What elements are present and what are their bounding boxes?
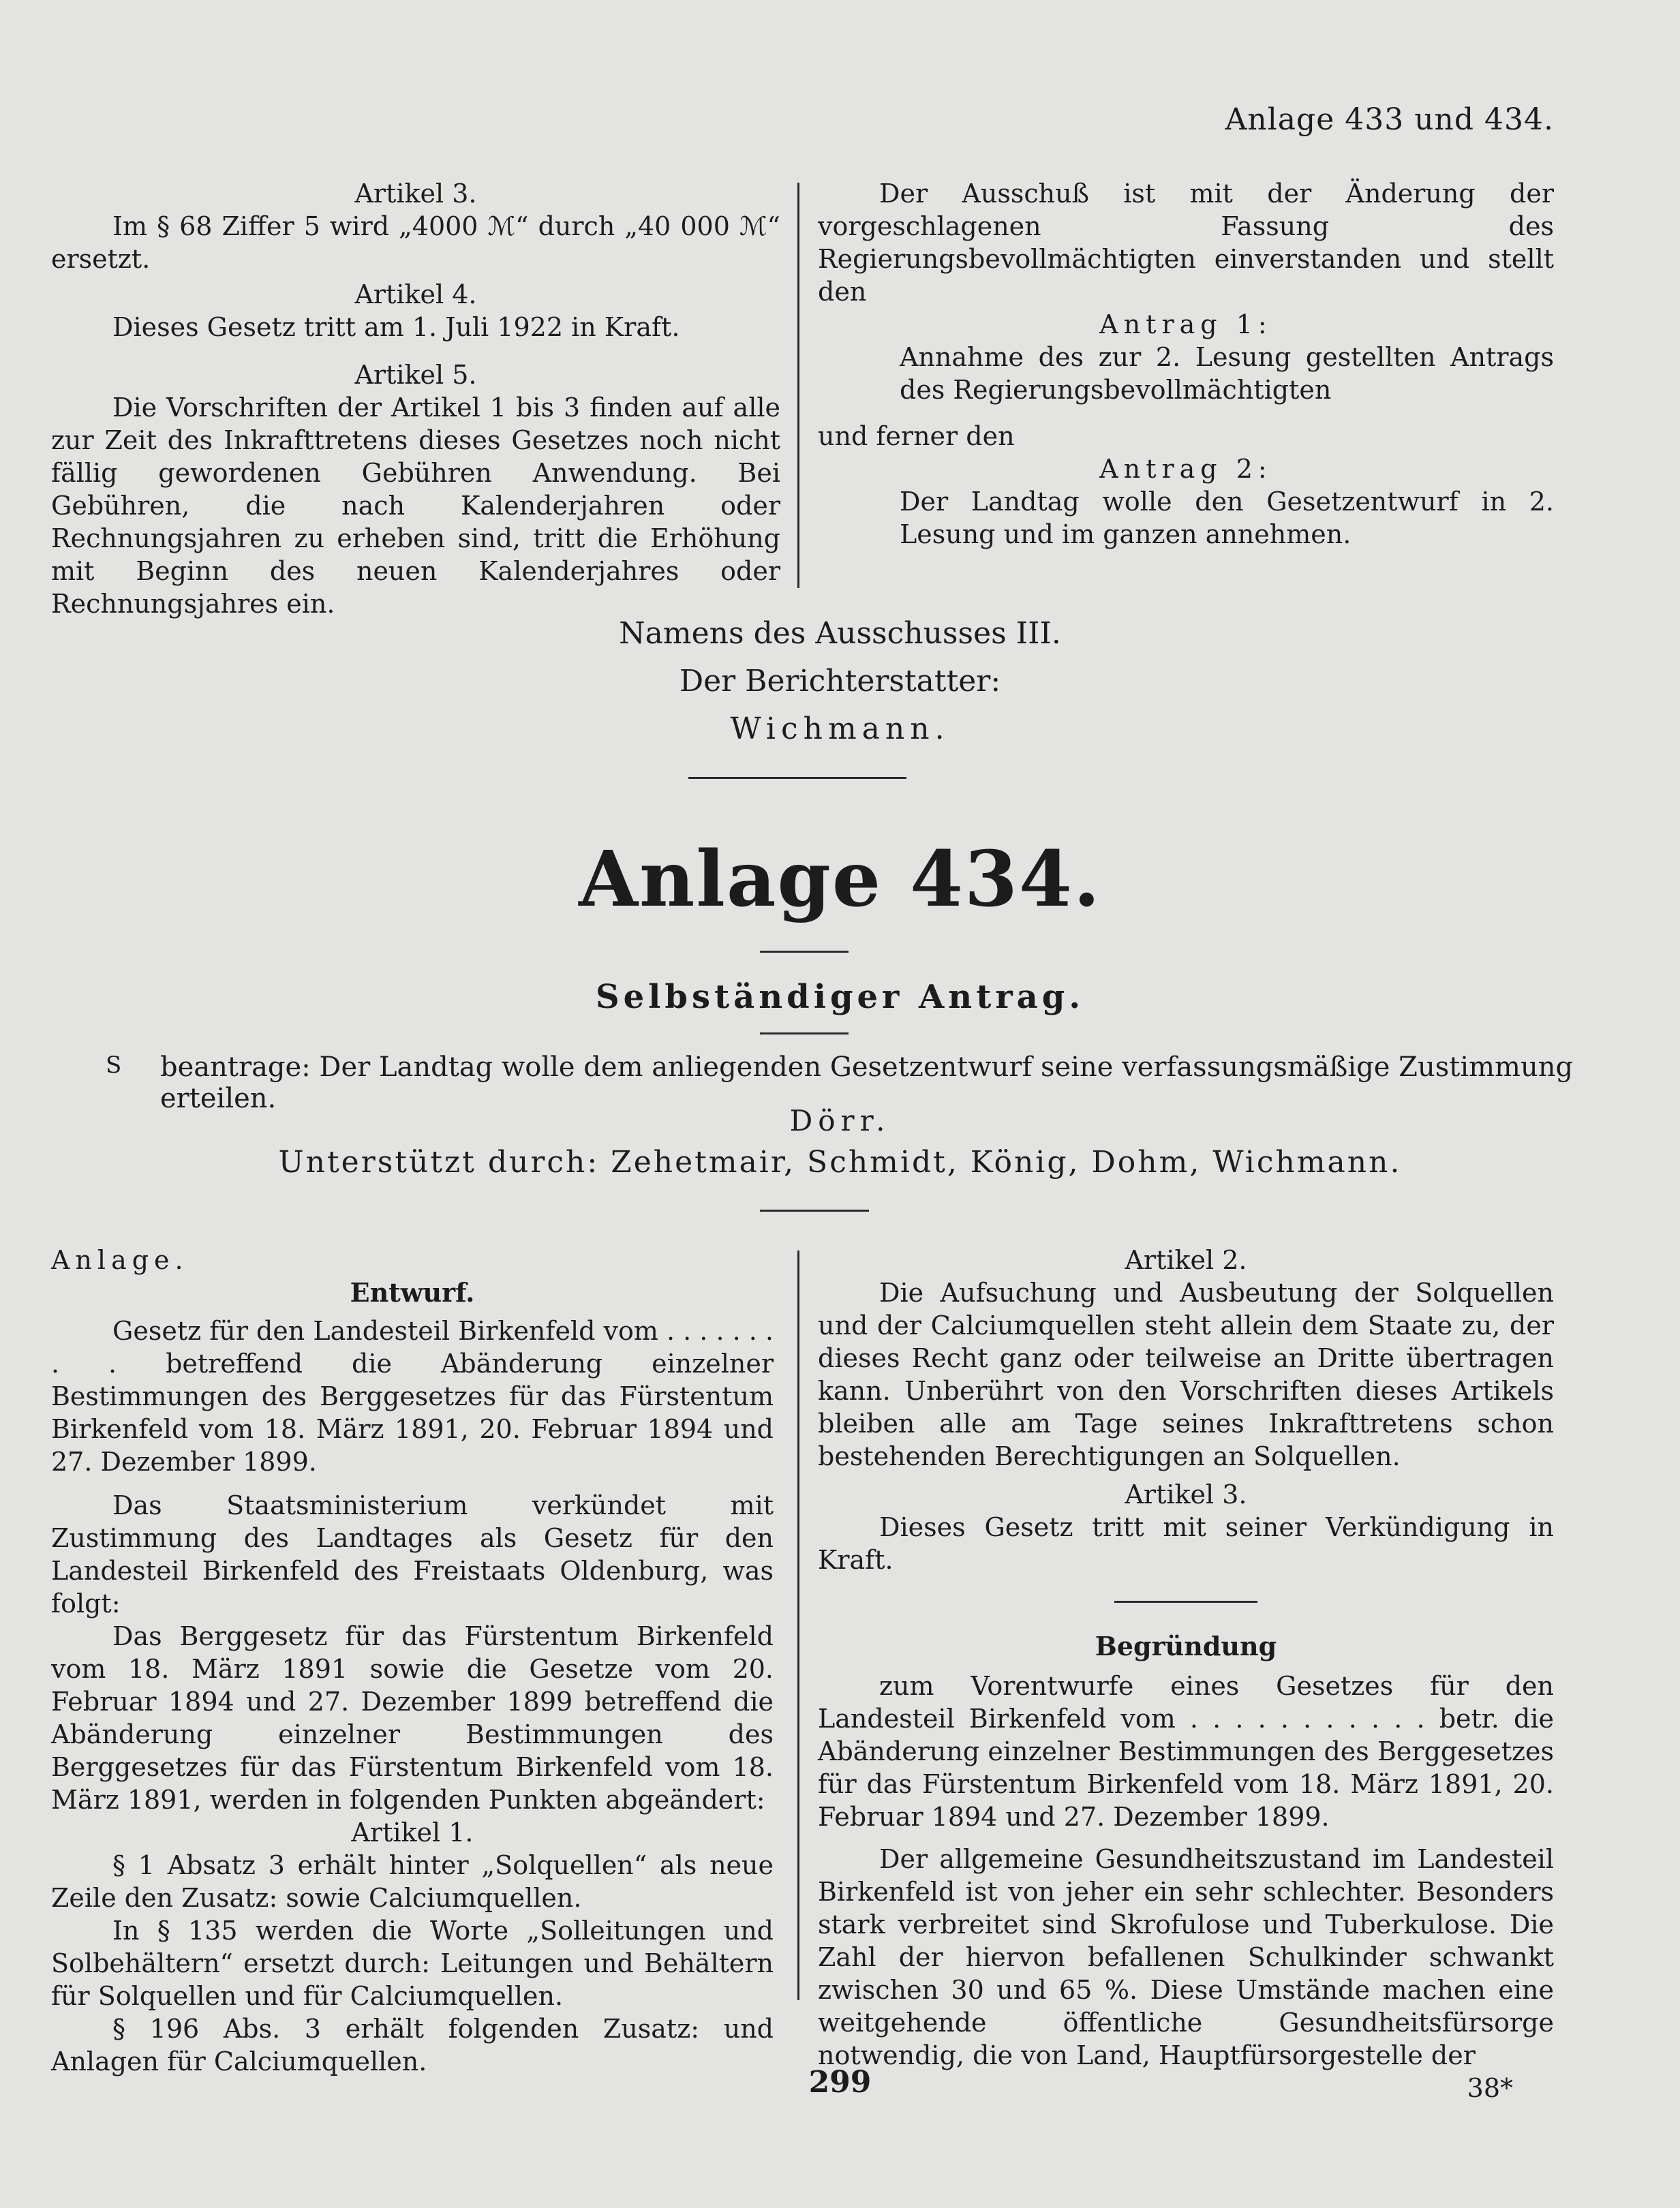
rationale-intro: zum Vorentwurfe eines Gesetzes für den Landesteil Birkenfeld vom . . . . . . . . . . . betr. die Abänderung einzelner Bestimmungen des Berggesetzes für das Fürstentum Birkenfeld vom 18. März 1891, 20. Februar 1894 und 27. Dezember 1899. xyxy=(818,1671,1554,1832)
appendix-subtitle: Selbständiger Antrag. xyxy=(595,978,1085,1016)
motion-text: Annahme des zur 2. Lesung gestellten Antrags des Regierungsbevollmächtigten xyxy=(900,342,1554,405)
article-heading: Artikel 1. xyxy=(351,1818,474,1847)
article-text: Die Aufsuchung und Ausbeutung der Solquellen und der Calciumquellen steht allein dem Staate zu, der dieses Recht ganz oder teilweise an Dritte übertragen kann. Unberührt von den Vorschriften dieses Artikels bleiben alle am Tage seines Inkrafttretens schon bestehenden Berechtigungen an Solquellen. xyxy=(818,1278,1554,1471)
article-text: Dieses Gesetz tritt mit seiner Verkündigung in Kraft. xyxy=(818,1512,1554,1575)
reporter-name: Wichmann. xyxy=(730,711,950,746)
reporter-label: Der Berichterstatter: xyxy=(679,664,1001,699)
appendix-title: Anlage 434. xyxy=(579,835,1101,924)
section-divider xyxy=(688,777,906,779)
article-text: Im § 68 Ziffer 5 wird „4000 ℳ“ durch „40 000 ℳ“ ersetzt. xyxy=(51,211,780,274)
supporters-list: Unterstützt durch: Zehetmair, Schmidt, König, Dohm, Wichmann. xyxy=(278,1145,1402,1180)
page-number: 299 xyxy=(808,2065,872,2100)
appendix-label: Anlage. xyxy=(51,1245,189,1275)
article-paragraph: § 196 Abs. 3 erhält folgenden Zusatz: und Anlagen für Calciumquellen. xyxy=(51,2014,774,2076)
margin-mark: S xyxy=(106,1052,122,1079)
article-text: Dieses Gesetz tritt am 1. Juli 1922 in Kraft. xyxy=(112,312,680,342)
motion-heading: Antrag 1: xyxy=(1099,309,1272,339)
article-heading: Artikel 3. xyxy=(354,179,477,209)
subtitle-rule xyxy=(760,1032,849,1034)
upper-right-column xyxy=(818,177,1554,551)
signature-block xyxy=(0,610,1680,753)
committee-statement: Der Ausschuß ist mit der Änderung der vorgeschlagenen Fassung des Regierungsbevollmächtigten einverstanden und stellt den xyxy=(818,179,1554,307)
upper-left-column xyxy=(51,177,780,620)
proposer-name: Dörr. xyxy=(789,1104,891,1137)
connector-text: und ferner den xyxy=(818,421,1015,451)
motion-heading: Antrag 2: xyxy=(1099,454,1272,484)
article-paragraph: In § 135 werden die Worte „Solleitungen und Solbehältern“ ersetzt durch: Leitungen und Behältern für Solquellen und für Calciumquellen. xyxy=(51,1916,774,2011)
committee-name: Namens des Ausschusses III. xyxy=(619,616,1061,651)
article-heading: Artikel 5. xyxy=(354,360,477,390)
running-header: Anlage 433 und 434. xyxy=(1225,102,1554,137)
lower-left-column xyxy=(51,1244,774,2078)
motion-text: Der Landtag wolle den Gesetzentwurf in 2. Lesung und im ganzen annehmen. xyxy=(900,487,1554,549)
column-divider xyxy=(797,1251,799,2000)
lower-right-column xyxy=(818,1244,1554,2104)
title-rule xyxy=(760,951,849,953)
article-paragraph: § 1 Absatz 3 erhält hinter „Solquellen“ als neue Zeile den Zusatz: sowie Calciumquellen. xyxy=(51,1850,774,1913)
rationale-text: Der allgemeine Gesundheitszustand im Landesteil Birkenfeld ist von jeher ein sehr schlechter. Besonders stark verbreitet sind Skrofulose und Tuberkulose. Die Zahl der hiervon befallenen Schulkinder schwankt zwischen 30 und 65 %. Diese Umstände machen eine weitgehende öffentliche Gesundheitsfürsorge notwendig, die von Land, Hauptfürsorgestelle der xyxy=(818,1844,1554,2070)
law-title: Gesetz für den Landesteil Birkenfeld vom . . . . . . . . . betreffend die Abänderung einzelner Bestimmungen des Berggesetzes für das Fürstentum Birkenfeld vom 18. März 1891, 20. Februar 1894 und 27. Dezember 1899. xyxy=(51,1316,774,1477)
preamble: Das Staatsministerium verkündet mit Zustimmung des Landtages als Gesetz für den Landesteil Birkenfeld des Freistaats Oldenburg, was folgt: xyxy=(51,1490,774,1619)
section-divider xyxy=(760,1210,869,1212)
article-heading: Artikel 3. xyxy=(1125,1479,1247,1509)
article-heading: Artikel 4. xyxy=(354,279,477,309)
column-divider xyxy=(797,183,799,588)
sheet-mark: 38* xyxy=(1467,2073,1513,2103)
section-divider xyxy=(1114,1601,1257,1603)
rationale-heading: Begründung xyxy=(1095,1631,1277,1661)
law-intro: Das Berggesetz für das Fürstentum Birkenfeld vom 18. März 1891 sowie die Gesetze vom 20. Februar 1894 und 27. Dezember 1899 betreffend die Abänderung einzelner Bestimmungen des Berggesetzes für das Fürstentum Birkenfeld vom 18. März 1891, werden in folgenden Punkten abgeändert: xyxy=(51,1621,774,1815)
draft-heading: Entwurf. xyxy=(350,1277,475,1308)
article-text: Die Vorschriften der Artikel 1 bis 3 finden auf alle zur Zeit des Inkrafttretens dieses Gesetzes noch nicht fällig gewordenen Gebühren Anwendung. Bei Gebühren, die nach Kalenderjahren oder Rechnungsjahren zu erheben sind, tritt die Erhöhung mit Beginn des neuen Kalenderjahres oder Rechnungsjahres ein. xyxy=(51,393,780,619)
motion-text: beantrage: Der Landtag wolle dem anliegenden Gesetzentwurf seine verfassungsmäßige Zustimmung erteilen. xyxy=(160,1052,1574,1114)
article-heading: Artikel 2. xyxy=(1125,1245,1247,1275)
